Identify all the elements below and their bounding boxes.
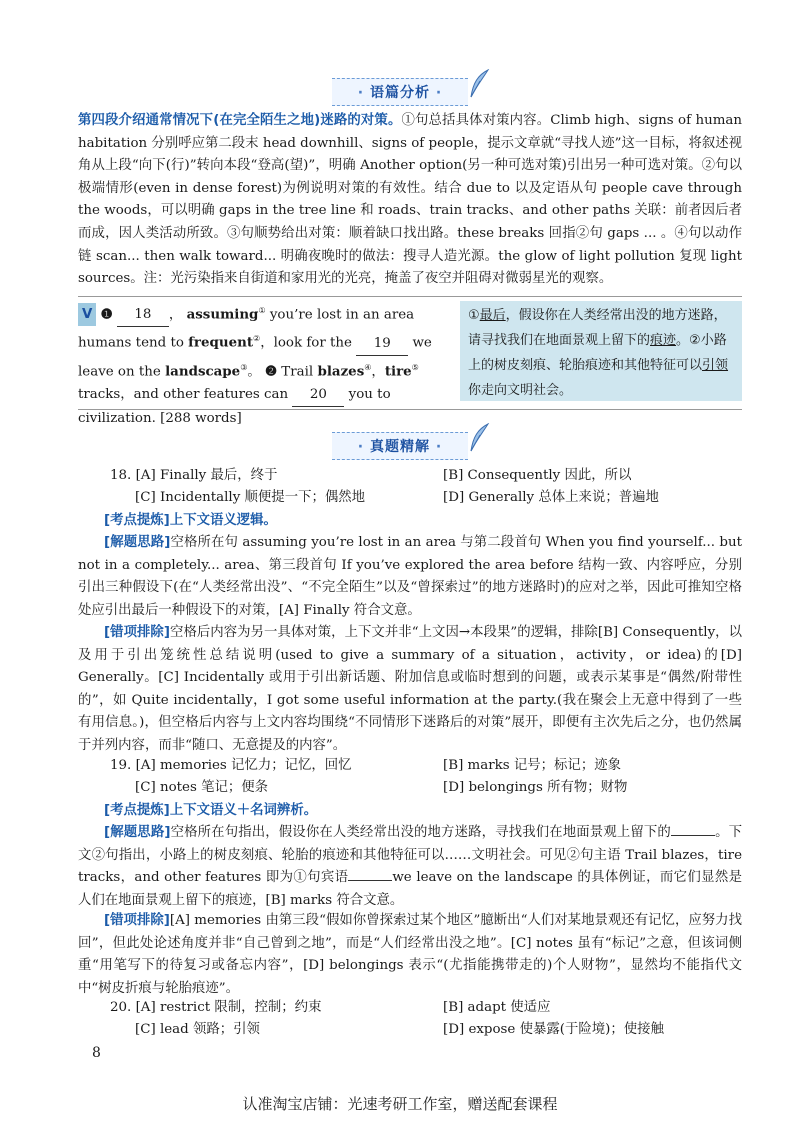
footnote-mark: ③ xyxy=(240,362,248,372)
sentence-number-2: ❷ xyxy=(265,363,278,380)
word-assuming: assuming xyxy=(186,306,259,323)
q19-option-a xyxy=(110,756,352,776)
note-part: ②小路上的树皮刻痕、轮胎痕迹和其他特征可以 xyxy=(468,333,727,373)
tag-label: [考点提炼] xyxy=(104,803,170,818)
tag-label: [解题思路] xyxy=(104,825,171,840)
option-text: [A] Finally 最后，终于 xyxy=(135,468,278,483)
inline-blank xyxy=(671,835,715,836)
analysis-paragraph xyxy=(78,110,742,291)
note-keyword: 痕迹 xyxy=(650,333,677,348)
q20-option-c: [C] lead 领路；引领 xyxy=(135,1022,260,1037)
note-part: ，假设你在人类经常出没的地方迷路，请寻找我们在地面景观上留下的 xyxy=(468,308,727,348)
q19-tag2 xyxy=(78,822,742,912)
tag-label: [考点提炼] xyxy=(104,513,170,528)
section-pill: · 语篇分析 · xyxy=(332,78,468,106)
question-number: 18. xyxy=(110,468,132,483)
section-title-text: 真题精解 xyxy=(370,439,430,455)
passage-part: ，look for the xyxy=(260,335,357,351)
q19-option-b: [B] marks 记号；标记；迹象 xyxy=(443,758,621,773)
q18-option-d: [D] Generally 总体上来说；普遍地 xyxy=(443,490,659,505)
tag-label: [解题思路] xyxy=(104,535,171,550)
footnote-mark: ④ xyxy=(364,362,372,372)
q18-tag3 xyxy=(78,622,742,758)
section-title-text: 语篇分析 xyxy=(370,85,430,101)
note-part: 。 xyxy=(676,333,690,348)
footer-watermark: 认准淘宝店铺：光速考研工作室，赠送配套课程 xyxy=(242,1095,558,1113)
analysis-highlight: 第四段介绍通常情况下(在完全陌生之地)迷路的对策。 xyxy=(78,113,402,128)
passage-part: ， xyxy=(168,307,183,323)
option-text: [A] restrict 限制，控制；约束 xyxy=(135,1000,322,1015)
tag-text: 。下文②句指出，小路上的树皮刻痕、轮胎的痕迹和其他特征可以……文明社会。可见②句主语 Trail blazes，tire tracks，and other features 即为①句宾语 xyxy=(78,825,742,886)
q18-option-c: [C] Incidentally 顺便提一下；偶然地 xyxy=(135,490,366,505)
tag-label: [错项排除] xyxy=(104,625,170,640)
q18-tag2 xyxy=(78,532,742,622)
q18-option-a xyxy=(110,466,277,486)
note-keyword: 最后 xyxy=(479,308,506,323)
section-title-analysis xyxy=(0,78,800,106)
q20-option-a xyxy=(110,998,321,1018)
passage-part: we leave on the xyxy=(78,335,432,380)
footnote-mark: ① xyxy=(258,306,266,315)
tag-text: 空格所在句指出，假设你在人类经常出没的地方迷路，寻找我们在地面景观上留下的 xyxy=(170,825,671,840)
question-number: 19. xyxy=(110,758,132,773)
footnote-mark: ② xyxy=(253,334,261,344)
q19-option-d: [D] belongings 所有物；财物 xyxy=(443,780,628,795)
sentence-number-1: ❶ xyxy=(100,306,113,323)
q18-tag1 xyxy=(78,510,742,533)
note-part: ① xyxy=(468,308,480,323)
q20-option-b: [B] adapt 使适应 xyxy=(443,1000,551,1015)
tag-text: [A] memories 由第三段“假如你曾探索过某个地区”臆断出“人们对某地景观还有记忆，应努力找回”，但此处论述角度并非“自己曾到之地”，而是“人们经常出没之地”。[C] notes 虽有“标记”之意，但该词侧重“用笔写下的待复习或备忘内容”，[D] belongings 表示“(尤指能携带走的)个人财物”，显然均不能指代文中“树皮折痕与轮胎痕迹”。 xyxy=(78,913,742,996)
note-part: 你走向文明社会。 xyxy=(468,383,573,398)
passage-part: Trail xyxy=(277,364,318,380)
passage-part: tracks，and other features can xyxy=(78,387,293,403)
q18-option-b: [B] Consequently 因此，所以 xyxy=(443,468,632,483)
blank-19: 19 xyxy=(356,332,408,356)
analysis-text: ①句总括具体对策内容。Climb high、signs of human habitation 分别呼应第二段末 head downhill、signs of people，提示文章就“寻找人迹”这一目标，将叙述视角从上段“向下(行)”转向本段“登高(望)”，明确 Another option(另一种可选对策)引出另一种可选对策。②句以极端情形(even in dense forest)为例说明对策的有效性。结合 due to 以及定语从句 people cave through the woods，可以明确 gaps in the tree line 和 roads、train tracks、and other paths 关联：前者因后者而成，因人类活动所致。③句顺势给出对策：顺着缺口找出路。these breaks 回指②句 gaps ... 。④句以动作链 scan... then walk toward... 明确夜晚时的做法：搜寻人造光源。the glow of light pollution 复现 light sources。注：光污染指来自街道和家用光的光亮，掩盖了夜空并阻碍对微弱星光的观察。 xyxy=(78,113,742,287)
word-tire: tire xyxy=(384,363,412,380)
section-pill: · 真题精解 · xyxy=(332,432,468,460)
page-number: 8 xyxy=(92,1045,101,1061)
word-landscape: landscape xyxy=(165,363,241,380)
feather-pen-icon xyxy=(468,423,490,453)
word-frequent: frequent xyxy=(188,334,254,351)
word-blazes: blazes xyxy=(317,363,365,380)
q19-option-c: [C] notes 笔记；便条 xyxy=(135,780,269,795)
tag-label: [错项排除] xyxy=(104,913,170,928)
question-number: 20. xyxy=(110,1000,132,1015)
passage-part: you’re lost in an area humans tend to xyxy=(78,307,415,351)
q19-tag1 xyxy=(78,800,742,823)
passage-box xyxy=(78,296,742,427)
translation-note xyxy=(460,301,742,401)
tag-text: 空格所在句 assuming you’re lost in an area 与第二段首句 When you find yourself... but not in a completely... area、第三段首句 If you’ve explored the area before 结构一致、内容呼应，分别引出三种假设下(在“人类经常出没”、“不完全陌生”以及“曾探索过”的地方迷路时)的应对之举，因此可推知空格处应引出最后一种假设下的对策，[A] Finally 符合文意。 xyxy=(78,535,742,618)
passage-part: you to civilization. [288 words] xyxy=(78,387,391,427)
tag-text: 空格后内容为另一具体对策，上下文并非“上文因→本段果”的逻辑，排除[B] Consequently，以及用于引出笼统性总结说明(used to give a summary of a situation，activity，or idea)的[D] Generally。[C] Incidentally 或用于引出新话题、附加信息或临时想到的问题，或表示某事是“偶然/附带性的”，如 Quite incidentally，I got some useful information at the party.(我在聚会上无意中得到了一些有用信息。)，但空格后内容与上文内容均围绕“不同情形下迷路后的对策”展开，即便有主次先后之分，也仍然属于并列内容，而非“随口、无意提及的内容”。 xyxy=(78,625,742,753)
tag-text: we leave on the landscape 的具体例证，而它们显然是人们在地面景观上留下的痕迹，[B] marks 符合文意。 xyxy=(78,870,742,908)
q20-option-d: [D] expose 使暴露(于险境)；使接触 xyxy=(443,1022,664,1037)
q19-tag3 xyxy=(78,910,742,1000)
note-keyword: 引领 xyxy=(702,358,729,373)
passage-text xyxy=(78,299,448,430)
inline-blank xyxy=(348,880,392,881)
passage-part: 。 xyxy=(247,364,261,380)
section-title-explanation xyxy=(0,432,800,460)
blank-18: 18 xyxy=(117,303,169,327)
option-text: [A] memories 记忆力；记忆，回忆 xyxy=(135,758,352,773)
passage-part: ， xyxy=(371,364,385,380)
tag-text: 上下文语义＋名词辨析。 xyxy=(169,803,318,818)
feather-pen-icon xyxy=(468,69,490,99)
footnote-mark: ⑤ xyxy=(411,362,419,372)
blank-20: 20 xyxy=(292,383,344,407)
paragraph-marker: V xyxy=(78,303,96,326)
tag-text: 上下文语义逻辑。 xyxy=(169,513,277,528)
